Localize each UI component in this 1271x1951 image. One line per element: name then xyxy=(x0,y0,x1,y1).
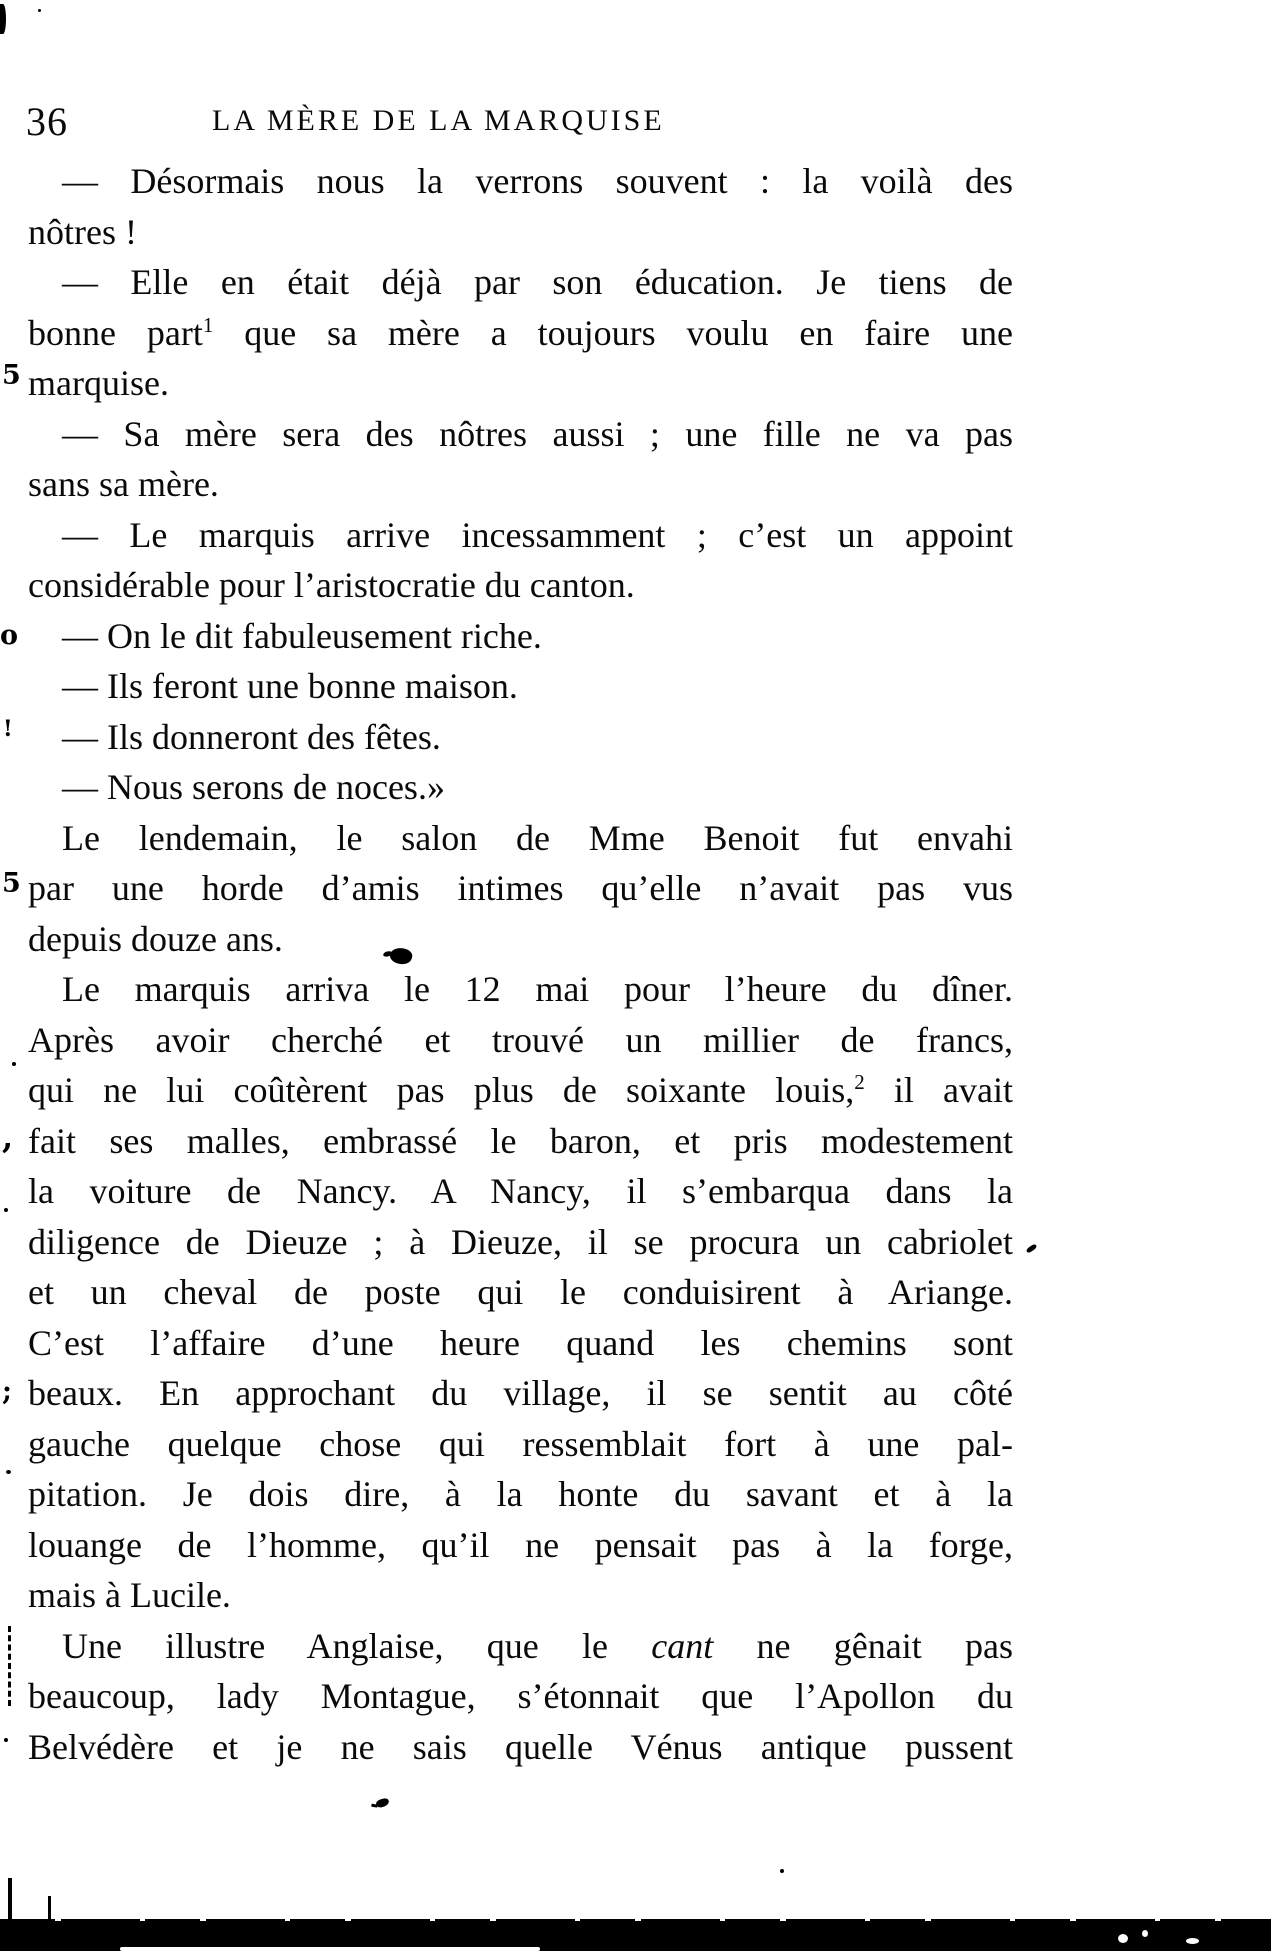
text-run: qui ne lui coûtèrent pas plus de soixante louis, xyxy=(28,1070,855,1110)
text-line xyxy=(28,1621,1013,1672)
text-run: il avait xyxy=(864,1070,1013,1110)
text-line: considérable pour l’aristocratie du canton. xyxy=(28,565,635,605)
scan-speckle xyxy=(1026,1243,1038,1253)
text-run: bonne part xyxy=(28,312,203,353)
text-line: pitation. Je dois dire, à la honte du savant et à la xyxy=(28,1474,1013,1514)
text-line: sans sa mère. xyxy=(28,464,219,504)
text-line: et un cheval de poste qui le conduisirent à Ariange. xyxy=(28,1272,1013,1312)
text-line: fait ses malles, embrassé le baron, et pris modestement xyxy=(28,1120,1013,1161)
margin-line-number-30 xyxy=(8,1626,11,1706)
text-line: — Nous serons de noces.» xyxy=(62,767,445,807)
scan-speckle xyxy=(38,9,41,12)
italic-word: cant xyxy=(651,1625,714,1666)
page-text xyxy=(28,156,1013,1772)
text-line: Après avoir cherché et trouvé un millier de francs, xyxy=(28,1019,1013,1060)
text-line: louange de l’homme, qu’il ne pensait pas à la forge, xyxy=(28,1524,1013,1565)
scan-artifact-corner xyxy=(0,4,6,34)
text-line: — Ils feront une bonne maison. xyxy=(62,666,518,706)
margin-line-number-5: 5 xyxy=(2,360,21,391)
scan-speckle xyxy=(12,1062,16,1066)
scan-artifact-edge xyxy=(8,1878,12,1922)
text-line: C’est l’affaire d’une heure quand les chemins sont xyxy=(28,1322,1013,1363)
text-run: Une illustre Anglaise, que le xyxy=(62,1625,652,1666)
running-title: LA MÈRE DE LA MARQUISE xyxy=(212,104,665,137)
margin-line-number-20: , xyxy=(2,1118,14,1156)
scan-speckle xyxy=(4,1738,8,1742)
ink-blot xyxy=(375,1797,390,1808)
text-run: ne gênait pas xyxy=(713,1625,1013,1666)
text-line: nôtres ! xyxy=(28,211,137,252)
text-line: — On le dit fabuleusement riche. xyxy=(62,615,542,656)
scan-speckle xyxy=(780,1869,784,1873)
text-line: mais à Lucile. xyxy=(28,1575,231,1615)
text-line: diligence de Dieuze ; à Dieuze, il se procura un cabriolet xyxy=(28,1221,1013,1262)
text-line: gauche quelque chose qui ressemblait fort à une pal- xyxy=(28,1423,1013,1464)
scan-speckle xyxy=(1186,1938,1199,1944)
text-line: Belvédère et je ne sais quelle Vénus antique pussent xyxy=(28,1726,1013,1767)
text-run: que sa mère a toujours voulu en faire une xyxy=(213,312,1013,353)
text-line: marquise. xyxy=(28,363,169,403)
text-line xyxy=(28,308,1013,359)
scan-speckle xyxy=(4,1208,8,1212)
scan-speckle xyxy=(1142,1930,1148,1937)
text-line: — Sa mère sera des nôtres aussi ; une fille ne va pas xyxy=(62,413,1013,454)
text-line: par une horde d’amis intimes qu’elle n’avait pas vus xyxy=(28,868,1013,908)
text-line: — Ils donneront des fêtes. xyxy=(62,716,441,757)
text-line: beaux. En approchant du village, il se sentit au côté xyxy=(28,1373,1013,1413)
text-line: la voiture de Nancy. A Nancy, il s’embarqua dans la xyxy=(28,1171,1013,1211)
text-line: beaucoup, lady Montague, s’étonnait que l’Apollon du xyxy=(28,1676,1013,1716)
scan-speckle xyxy=(120,1947,540,1951)
margin-line-number-10: o xyxy=(0,620,19,651)
footnote-marker-2: 2 xyxy=(854,1070,865,1094)
page-number: 36 xyxy=(26,99,68,144)
text-line: — Le marquis arrive incessamment ; c’est un appoint xyxy=(62,514,1013,555)
margin-line-number-25: ; xyxy=(2,1376,12,1407)
text-line: Le lendemain, le salon de Mme Benoit fut envahi xyxy=(62,817,1013,858)
text-line: — Elle en était déjà par son éducation. Je tiens de xyxy=(62,262,1013,302)
text-line: Le marquis arriva le 12 mai pour l’heure du dîner. xyxy=(62,969,1013,1009)
scan-speckle xyxy=(6,1470,11,1474)
scan-speckle xyxy=(1118,1934,1128,1943)
text-line xyxy=(28,1065,1013,1116)
margin-line-number-15: 5 xyxy=(2,868,21,899)
text-line: — Désormais nous la verrons souvent : la voilà des xyxy=(62,161,1013,201)
margin-ink-mark: ! xyxy=(3,716,13,742)
text-line: depuis douze ans. xyxy=(28,918,283,959)
footnote-marker-1: 1 xyxy=(202,312,214,337)
